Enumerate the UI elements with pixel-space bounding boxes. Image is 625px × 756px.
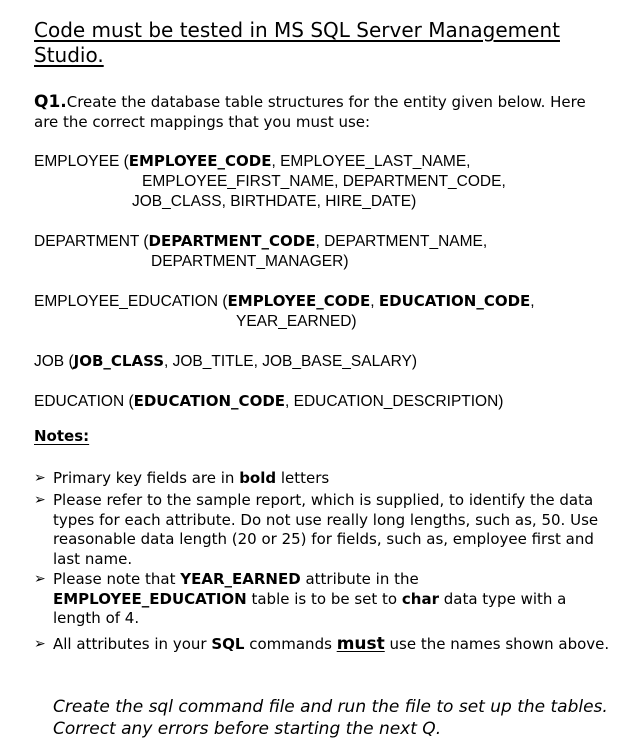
primary-key: JOB_CLASS [73,352,164,370]
arrow-bullet-icon: ➢ [34,571,46,587]
entity-attributes: , EMPLOYEE_LAST_NAME, [271,153,471,170]
entity-job: JOB (JOB_CLASS, JOB_TITLE, JOB_BASE_SALARY) [34,352,417,370]
entity-name: JOB [34,353,65,370]
note-text-part: Please note that [53,570,181,588]
note-emphasis-text: must [336,634,385,654]
entity-name: EDUCATION [34,393,125,410]
note-bold-text: YEAR_EARNED [180,570,301,588]
entity-employee-education: EMPLOYEE_EDUCATION (EMPLOYEE_CODE, EDUCATION_CODE, YEAR_EARNED) [34,292,535,330]
note-bold-text: bold [239,469,277,487]
question-text: Create the database table structures for the entity given below. Here are the correct mappings that you must use: [34,93,586,131]
note-text [53,570,614,629]
entity-department: DEPARTMENT (DEPARTMENT_CODE, DEPARTMENT_NAME, DEPARTMENT_MANAGER) [34,232,488,270]
note-item [34,635,614,655]
question-q1 [34,92,614,132]
entity-name: EMPLOYEE_EDUCATION [34,293,219,310]
note-text [53,635,614,655]
entity-name: EMPLOYEE [34,153,120,170]
note-text [53,469,614,489]
entity-attributes: , [530,293,535,310]
entity-employee: EMPLOYEE (EMPLOYEE_CODE, EMPLOYEE_LAST_NAME, EMPLOYEE_FIRST_NAME, DEPARTMENT_CODE, JOB_CLASS, BIRTHDATE, HIRE_DATE) [34,152,506,210]
page-title: Code must be tested in MS SQL Server Management Studio. [34,18,560,67]
primary-key: EDUCATION_CODE [378,292,531,310]
note-text: Please refer to the sample report, which is supplied, to identify the data types for each attribute. Do not use really long lengths, such as, 50. Use reasonable data length (20 or 25) for fields, such as, employee first and last name. [53,491,599,568]
note-bold-text: char [401,589,439,608]
entity-attributes: , EDUCATION_DESCRIPTION) [285,393,504,410]
note-item [34,570,614,629]
notes-heading: Notes: [34,427,90,445]
note-text-part: Primary key fields are in [53,469,240,487]
entity-attributes: , JOB_TITLE, JOB_BASE_SALARY) [164,353,417,370]
note-item [34,491,614,569]
entity-attributes-line: YEAR_EARNED) [236,313,357,330]
question-label: Q1. [34,92,67,112]
closing-instruction: Create the sql command file and run the file to set up the tables. Correct any errors before starting the next Q. [53,697,608,739]
primary-key: EMPLOYEE_CODE [227,292,371,310]
note-text-part: attribute in the [300,570,419,588]
entity-attributes-line: DEPARTMENT_MANAGER) [151,253,349,270]
arrow-bullet-icon: ➢ [34,492,46,508]
note-text-part: commands [244,635,337,653]
entity-name: DEPARTMENT [34,233,140,250]
note-text-part: table is to be set to [246,589,402,608]
note-bold-text: EMPLOYEE_EDUCATION [53,589,247,608]
arrow-bullet-icon: ➢ [34,470,46,486]
note-text-part: use the names shown above. [384,635,610,653]
entity-attributes: , DEPARTMENT_NAME, [315,233,488,250]
primary-key: EDUCATION_CODE [133,392,286,410]
primary-key: DEPARTMENT_CODE [148,232,316,250]
primary-key: EMPLOYEE_CODE [128,152,272,170]
note-text-part: letters [276,469,330,487]
entity-education: EDUCATION (EDUCATION_CODE, EDUCATION_DESCRIPTION) [34,392,504,410]
note-text-part: data type with a length of 4. [53,589,567,627]
entity-attributes-line: JOB_CLASS, BIRTHDATE, HIRE_DATE) [132,193,417,210]
note-text-part: All attributes in your [53,635,212,653]
entity-attributes-line: EMPLOYEE_FIRST_NAME, DEPARTMENT_CODE, [142,173,506,190]
separator: , [370,293,379,310]
note-bold-text: SQL [211,635,245,653]
note-item [34,469,614,489]
arrow-bullet-icon: ➢ [34,636,46,652]
